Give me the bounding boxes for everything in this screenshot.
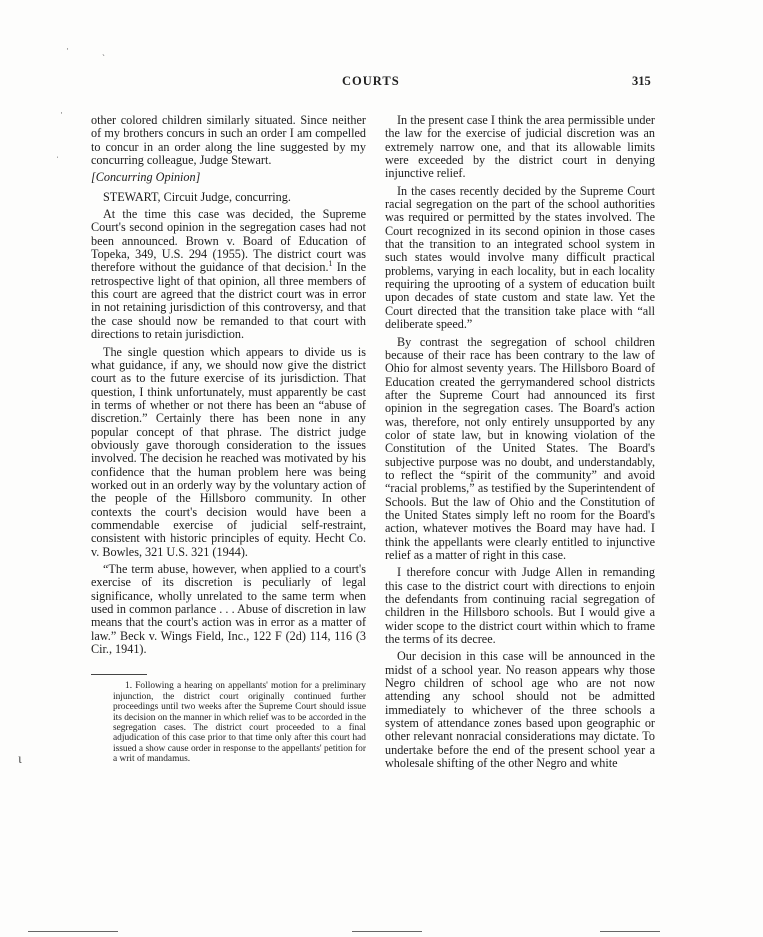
footnote: 1. Following a hearing on appellants' motion for a preliminary injunction, the district court originally continued further proceedings until two weeks after the Supreme Court should issue its decision on the manner in which relief was to be accorded in the segregation cases. The district court proceeded to a final adjudication of this case prior to that time only after this court had issued a show cause order in response to the appellants' petition for a writ of mandamus. [113, 681, 366, 765]
scan-edge-line [28, 931, 118, 932]
footnote-reference: 1 [328, 259, 333, 269]
running-title: COURTS [342, 74, 400, 88]
paragraph: “The term abuse, however, when applied to a court's exercise of its discretion is peculiarly of legal significance, wholly unrelated to the same term when used in common parlance . . . Abuse of discretion in law means that the court's action was in error as a matter of law.” Beck v. Wings Field, Inc., 122 F (2d) 114, 116 (3 Cir., 1941). [91, 562, 366, 657]
scan-speck: · [66, 44, 69, 54]
paragraph: other colored children similarly situated. Since neither of my brothers concurs in such an order I am compelled to concur in an order along the line suggested by my concurring colleague, Judge Stewart. [91, 113, 366, 168]
paragraph: Our decision in this case will be announced in the midst of a school year. No reason appears why those Negro children of school age who are not now attending any school should not be admitted immediately to whichever of the three schools a system of attendance zones based upon geographic or other relevant nonracial considerations may dictate. To undertake before the end of the present school year a wholesale shifting of the other Negro and white [385, 649, 655, 771]
paragraph-text: At the time this case was decided, the Supreme Court's second opinion in the segregation cases had not been announced. Brown v. Board of Education of Topeka, 349, U.S. 294 (1955). The district court was therefore without the guidance of that decision. [91, 207, 366, 275]
paragraph: In the cases recently decided by the Supreme Court racial segregation on the part of the school authorities was required or permitted by the states involved. The Court recognized in its second opinion in those cases that the transition to an integrated school system in such states would involve many difficult practical problems, varying in each locality, but in each locality requiring the uprooting of a system of education built upon decades of state custom and state law. Yet the Court directed that the transition take place with “all deliberate speed.” [385, 183, 655, 332]
paragraph: By contrast the segregation of school children because of their race has been contrary to the law of Ohio for almost seventy years. The Hillsboro Board of Education created the gerrymandered school districts after the Supreme Court had announced its first opinion in the segregation cases. The Board's action was, therefore, not only entirely unsupported by any color of state law, but in knowing violation of the Constitution of the United States. The Board's subjective purpose was no doubt, and understandably, to reflect the “spirit of the community” and avoid “racial problems,” as testified by the Superintendent of Schools. But the law of Ohio and the Constitution of the United States simply left no room for the Board's action, whatever motives the Board may have had. I think the appellants were clearly entitled to injunctive relief as a matter of right in this case. [385, 334, 655, 562]
paragraph: I therefore concur with Judge Allen in remanding this case to the district court with directions to enjoin the defendants from continuing racial segregation of children in the Hillsboro schools. But I would give a wider scope to the district court within which to frame the terms of its decree. [385, 565, 655, 647]
paragraph: The single question which appears to divide us is what guidance, if any, we should now give the district court as to the future exercise of its jurisdiction. That question, I think unfortunately, must apparently be cast in terms of whether or not there has been an “abuse of discretion.” Certainly there has been none in any popular concept of that phrase. The district judge obviously gave thorough consideration to the issues involved. The decision he reached was motivated by his confidence that the human problem here was being worked out in an orderly way by the voluntary action of the people of the Hillsboro community. In other contexts the court's decision would have been a commendable exercise of judicial self-restraint, consistent with historic principles of equity. Hecht Co. v. Bowles, 321 U.S. 321 (1944). [91, 344, 366, 559]
running-head [0, 74, 763, 92]
section-heading: [Concurring Opinion] [91, 170, 201, 185]
paragraph-text: In the retrospective light of that opinion, all three members of this court are agreed that the district court was in error in not retaining jurisdiction of this controversy, and that the case should now be remanded to that court with directions to retain jurisdiction. [91, 260, 366, 342]
left-column [91, 114, 366, 769]
paragraph: In the present case I think the area permissible under the law for the exercise of judicial discretion was an extremely narrow one, and that its allowable limits were exceeded by the district court in denying injunctive relief. [385, 113, 655, 181]
paragraph: STEWART, Circuit Judge, concurring. [103, 189, 291, 204]
scan-edge-line [352, 931, 422, 932]
page-number: 315 [632, 74, 651, 88]
paragraph [91, 208, 366, 341]
scan-speck: · [60, 108, 63, 118]
scan-edge-line [600, 931, 660, 932]
right-column [385, 114, 655, 771]
footnote-divider [91, 674, 147, 675]
scan-speck: ɩ [18, 752, 22, 767]
scan-speck: ˌ [56, 148, 59, 158]
scan-speck: ˏ [102, 46, 105, 56]
